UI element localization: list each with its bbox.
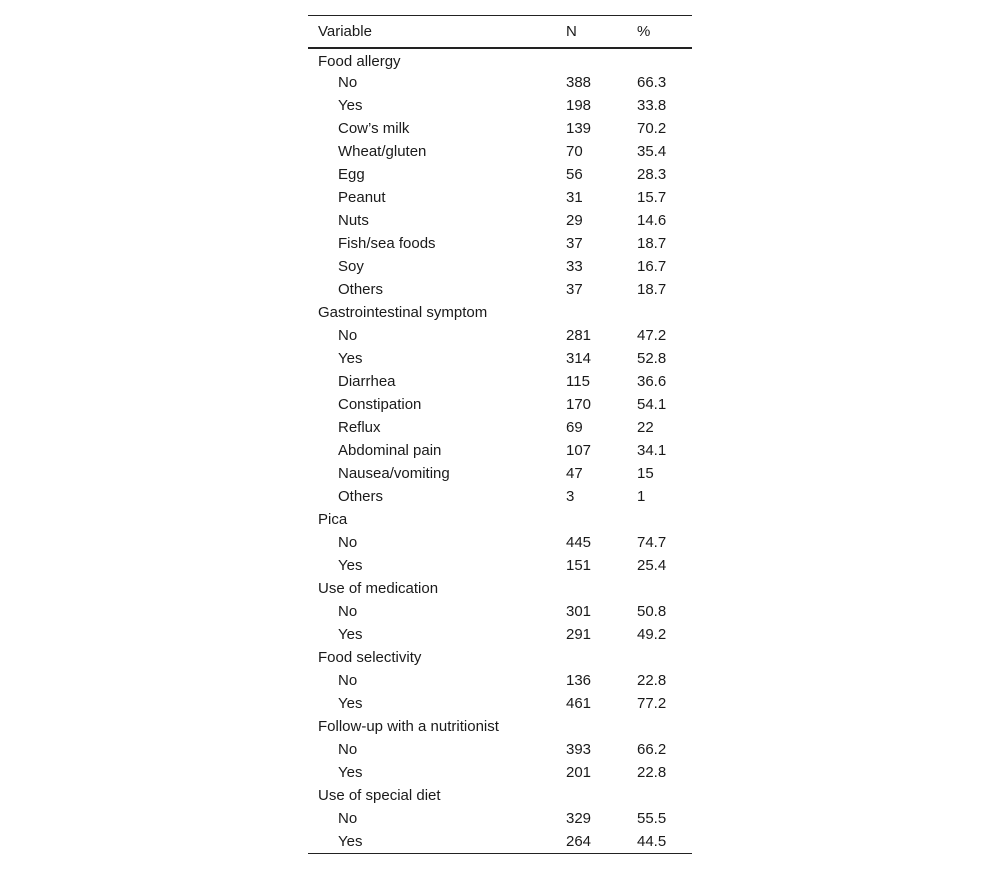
table-row [308, 761, 692, 784]
percent-cell [637, 48, 692, 71]
table-row [308, 600, 692, 623]
percent-cell: 25.4 [637, 557, 667, 574]
group-label-cell: Food selectivity [318, 649, 422, 666]
n-cell: 37 [566, 281, 583, 298]
percent-cell: 49.2 [637, 626, 667, 643]
table-group-row [308, 508, 692, 531]
percent-cell: 55.5 [637, 810, 667, 827]
n-cell [566, 646, 637, 669]
table-group-row [308, 784, 692, 807]
variable-cell: Others [338, 488, 384, 505]
n-cell [566, 715, 637, 738]
table-row [308, 370, 692, 393]
percent-cell: 77.2 [637, 695, 667, 712]
variable-cell: Wheat/gluten [338, 143, 427, 160]
percent-cell: 36.6 [637, 373, 667, 390]
percent-cell: 74.7 [637, 534, 667, 551]
variable-cell: Diarrhea [338, 373, 396, 390]
n-cell: 170 [566, 396, 592, 413]
variable-cell: Yes [338, 350, 363, 367]
variable-cell: Soy [338, 258, 364, 275]
variable-cell: Nuts [338, 212, 369, 229]
table-row [308, 278, 692, 301]
percent-cell: 15 [637, 465, 654, 482]
n-cell: 198 [566, 97, 592, 114]
percent-cell: 22.8 [637, 672, 667, 689]
variable-cell: Yes [338, 626, 363, 643]
table-row [308, 232, 692, 255]
table-group-row [308, 577, 692, 600]
variable-cell: Yes [338, 764, 363, 781]
n-cell: 29 [566, 212, 583, 229]
percent-cell: 44.5 [637, 832, 667, 850]
percent-cell: 22.8 [637, 764, 667, 781]
variable-cell: No [338, 534, 358, 551]
n-cell: 47 [566, 465, 583, 482]
percent-cell: 50.8 [637, 603, 667, 620]
n-cell: 201 [566, 764, 592, 781]
n-cell [566, 508, 637, 531]
table-header-row [308, 16, 692, 49]
table-header [308, 16, 692, 49]
percent-cell: 47.2 [637, 327, 667, 344]
variable-cell: Abdominal pain [338, 442, 442, 459]
variable-cell: Yes [338, 557, 363, 574]
n-cell [566, 48, 637, 71]
table-row [308, 807, 692, 830]
percent-cell [637, 715, 692, 738]
table-row [308, 209, 692, 232]
variable-cell: Nausea/vomiting [338, 465, 450, 482]
n-cell [566, 577, 637, 600]
n-cell: 393 [566, 741, 592, 758]
n-cell: 151 [566, 557, 592, 574]
n-cell [566, 301, 637, 324]
variable-cell: No [338, 74, 358, 91]
percent-cell: 33.8 [637, 97, 667, 114]
percent-cell [637, 508, 692, 531]
header-variable: Variable [318, 23, 372, 40]
n-cell [566, 784, 637, 807]
table-row [308, 347, 692, 370]
table-row [308, 324, 692, 347]
variable-cell: Others [338, 281, 384, 298]
percent-cell: 34.1 [637, 442, 667, 459]
n-cell: 69 [566, 419, 583, 436]
table-group-row [308, 715, 692, 738]
variable-cell: Fish/sea foods [338, 235, 436, 252]
data-table-container [308, 15, 692, 854]
group-label-cell: Gastrointestinal symptom [318, 304, 488, 321]
n-cell: 70 [566, 143, 583, 160]
percent-cell: 15.7 [637, 189, 667, 206]
percent-cell: 18.7 [637, 281, 667, 298]
percent-cell: 16.7 [637, 258, 667, 275]
variable-cell: No [338, 327, 358, 344]
variable-cell: Yes [338, 695, 363, 712]
group-label-cell: Pica [318, 511, 348, 528]
variable-cell: No [338, 672, 358, 689]
header-percent: % [637, 23, 651, 40]
table-row [308, 117, 692, 140]
variable-cell: Constipation [338, 396, 422, 413]
group-label-cell: Use of medication [318, 580, 439, 597]
table-row [308, 669, 692, 692]
percent-cell: 70.2 [637, 120, 667, 137]
percent-cell: 35.4 [637, 143, 667, 160]
n-cell: 33 [566, 258, 583, 275]
variable-cell: Cow’s milk [338, 120, 410, 137]
percent-cell: 14.6 [637, 212, 667, 229]
group-label-cell: Food allergy [318, 52, 401, 70]
table-row [308, 163, 692, 186]
percent-cell: 18.7 [637, 235, 667, 252]
table-body [308, 48, 692, 853]
table-group-row [308, 301, 692, 324]
n-cell: 329 [566, 810, 592, 827]
table-row [308, 71, 692, 94]
table-group-row [308, 646, 692, 669]
variable-cell: Yes [338, 832, 363, 850]
percent-cell [637, 301, 692, 324]
n-cell: 291 [566, 626, 592, 643]
table-row [308, 140, 692, 163]
percent-cell: 1 [637, 488, 646, 505]
variable-cell: No [338, 741, 358, 758]
percent-cell [637, 646, 692, 669]
percent-cell: 28.3 [637, 166, 667, 183]
n-cell: 107 [566, 442, 592, 459]
percent-cell: 66.3 [637, 74, 667, 91]
table-row [308, 393, 692, 416]
variable-cell: No [338, 603, 358, 620]
n-cell: 31 [566, 189, 583, 206]
variable-cell: Reflux [338, 419, 381, 436]
percent-cell: 54.1 [637, 396, 667, 413]
n-cell: 115 [566, 373, 590, 390]
data-table [308, 15, 692, 854]
table-row [308, 692, 692, 715]
table-row [308, 531, 692, 554]
variable-cell: Egg [338, 166, 365, 183]
table-row [308, 485, 692, 508]
variable-cell: Peanut [338, 189, 386, 206]
table-group-row [308, 48, 692, 71]
table-row [308, 416, 692, 439]
percent-cell: 52.8 [637, 350, 667, 367]
n-cell: 37 [566, 235, 583, 252]
percent-cell [637, 577, 692, 600]
table-row [308, 554, 692, 577]
n-cell: 388 [566, 74, 592, 91]
n-cell: 139 [566, 120, 592, 137]
table-row [308, 830, 692, 853]
n-cell: 445 [566, 534, 592, 551]
variable-cell: No [338, 810, 358, 827]
table-row [308, 186, 692, 209]
table-row [308, 738, 692, 761]
table-row [308, 439, 692, 462]
variable-cell: Yes [338, 97, 363, 114]
n-cell: 3 [566, 488, 575, 505]
n-cell: 461 [566, 695, 592, 712]
table-row [308, 255, 692, 278]
n-cell: 301 [566, 603, 592, 620]
percent-cell: 66.2 [637, 741, 667, 758]
header-n: N [566, 23, 577, 40]
table-row [308, 462, 692, 485]
n-cell: 281 [566, 327, 592, 344]
n-cell: 314 [566, 350, 592, 367]
n-cell: 136 [566, 672, 592, 689]
percent-cell: 22 [637, 419, 654, 436]
table-row [308, 623, 692, 646]
group-label-cell: Follow-up with a nutritionist [318, 718, 499, 735]
group-label-cell: Use of special diet [318, 787, 441, 804]
table-row [308, 94, 692, 117]
n-cell: 264 [566, 832, 592, 850]
n-cell: 56 [566, 166, 583, 183]
percent-cell [637, 784, 692, 807]
